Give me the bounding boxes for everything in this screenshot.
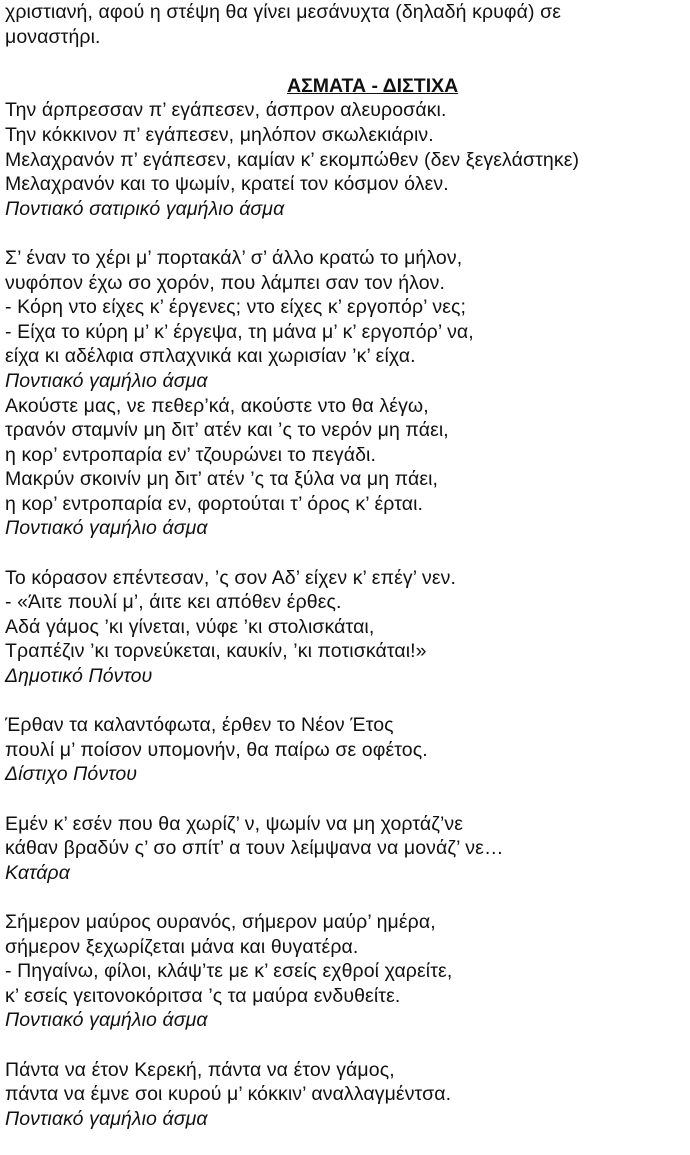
verse-line: πάντα να έμνε σοι κυρού μ’ κόκκιν’ αναλλαγμέντσα.	[5, 1083, 452, 1106]
verse-line: η κορ’ εντροπαρία εν, φορτούται τ’ όρος κ’ έρται.	[5, 492, 424, 515]
spacer	[5, 885, 687, 910]
verse-line: Μακρύν σκοινίν μη διτ’ ατέν ’ς τα ξύλα να μη πάει,	[5, 468, 439, 491]
verse-block	[5, 566, 687, 689]
verse-line: Πάντα να έτον Κερεκή, πάντα να έτον γάμος,	[5, 1058, 395, 1081]
intro-line: μοναστήρι.	[5, 25, 101, 48]
verse-block	[5, 910, 687, 1033]
verse-block	[5, 246, 687, 394]
verse-line: νυφόπον έχω σο χορόν, που λάμπει σαν τον ήλον.	[5, 271, 446, 294]
verse-source: Ποντιακό γαμήλιο άσμα	[5, 517, 208, 540]
spacer	[5, 689, 687, 714]
verse-line: - Πηγαίνω, φίλοι, κλάψ’τε με κ’ εσείς εχθροί χαρείτε,	[5, 960, 453, 983]
verse-source: Δημοτικό Πόντου	[5, 665, 153, 688]
verse-line: - «Άιτε πουλί μ’, άιτε κει απόθεν έρθες.	[5, 591, 342, 614]
intro-paragraph	[5, 0, 687, 49]
verse-line: Έρθαν τα καλαντόφωτα, έρθεν το Νέον Έτος	[5, 714, 394, 737]
verse-line: - Κόρη ντο είχες κ’ έργενες; ντο είχες κ’ εργοπόρ’ νες;	[5, 296, 467, 319]
spacer	[5, 1033, 687, 1058]
verse-source: Δίστιχο Πόντου	[5, 763, 138, 786]
verse-line: Το κόρασον επέντεσαν, ’ς σον Αδ’ είχεν κ’ επέγ’ νεν.	[5, 566, 457, 589]
verse-block	[5, 1058, 687, 1132]
verse-line: Την άρπρεσσαν π’ εγάπεσεν, άσπρον αλευροσάκι.	[5, 99, 447, 122]
verse-source: Ποντιακό γαμήλιο άσμα	[5, 369, 208, 392]
verse-line: η κορ’ εντροπαρία εν’ τζουρώνει το πεγάδι.	[5, 443, 376, 466]
verse-line: πουλί μ’ ποίσον υπομονήν, θα παίρω σε οφέτος.	[5, 738, 428, 761]
verse-line: Εμέν κ’ εσέν που θα χωρίζ’ ν, ψωμίν να μη χορτάζ’νε	[5, 812, 464, 835]
verse-line: Μελαχρανόν π’ εγάπεσεν, καμίαν κ’ εκομπώθεν (δεν ξεγελάστηκε)	[5, 148, 580, 171]
verse-line: Ακούστε μας, νε πεθερ’κά, ακούστε ντο θα λέγω,	[5, 394, 429, 417]
verse-line: Την κόκκινον π’ εγάπεσεν, μηλόπον σκωλεκιάριν.	[5, 123, 434, 146]
verse-line: Σ’ έναν το χέρι μ’ πορτακάλ’ σ’ άλλο κρατώ το μήλον,	[5, 246, 463, 269]
verse-source: Ποντιακό γαμήλιο άσμα	[5, 1107, 208, 1130]
spacer	[5, 221, 687, 246]
section-title: ΑΣΜΑΤΑ - ΔΙΣΤΙΧΑ	[287, 74, 459, 97]
verse-source: Ποντιακό γαμήλιο άσμα	[5, 1009, 208, 1032]
spacer	[5, 541, 687, 566]
verse-source: Κατάρα	[5, 861, 70, 884]
verse-line: Σήμερον μαύρος ουρανός, σήμερον μαύρ’ ημέρα,	[5, 910, 436, 933]
intro-line: χριστιανή, αφού η στέψη θα γίνει μεσάνυχτα (δηλαδή κρυφά) σε	[5, 1, 562, 23]
verse-block	[5, 812, 687, 886]
verse-source: Ποντιακό σατιρικό γαμήλιο άσμα	[5, 197, 285, 220]
document-page	[5, 0, 687, 1131]
verse-line: κ’ εσείς γειτονοκόριτσα ’ς τα μαύρα ενδυθείτε.	[5, 984, 401, 1007]
verse-line: είχα κι αδέλφια σπλαχνικά και χωρισίαν ’κ’ είχα.	[5, 345, 416, 368]
verse-line: Τραπέζιν ’κι τορνεύκεται, καυκίν, ’κι ποτισκάται!»	[5, 640, 427, 663]
verse-block	[5, 98, 687, 221]
spacer	[5, 787, 687, 812]
verse-line: - Είχα το κύρη μ’ κ’ έργεψα, τη μάνα μ’ κ’ εργοπόρ’ να,	[5, 320, 474, 343]
verse-line: Μελαχρανόν και το ψωμίν, κρατεί τον κόσμον όλεν.	[5, 173, 449, 196]
verse-line: σήμερον ξεχωρίζεται μάνα και θυγατέρα.	[5, 935, 359, 958]
verse-line: Αδά γάμος ’κι γίνεται, νύφε ’κι στολισκάται,	[5, 615, 375, 638]
verse-line: κάθαν βραδύν ς’ σο σπίτ’ α τουν λείμψανα να μονάζ’ νε…	[5, 837, 504, 860]
verse-line: τρανόν σταμνίν μη διτ’ ατέν και ’ς το νερόν μη πάει,	[5, 419, 449, 442]
verse-block	[5, 713, 687, 787]
verse-block	[5, 394, 687, 542]
